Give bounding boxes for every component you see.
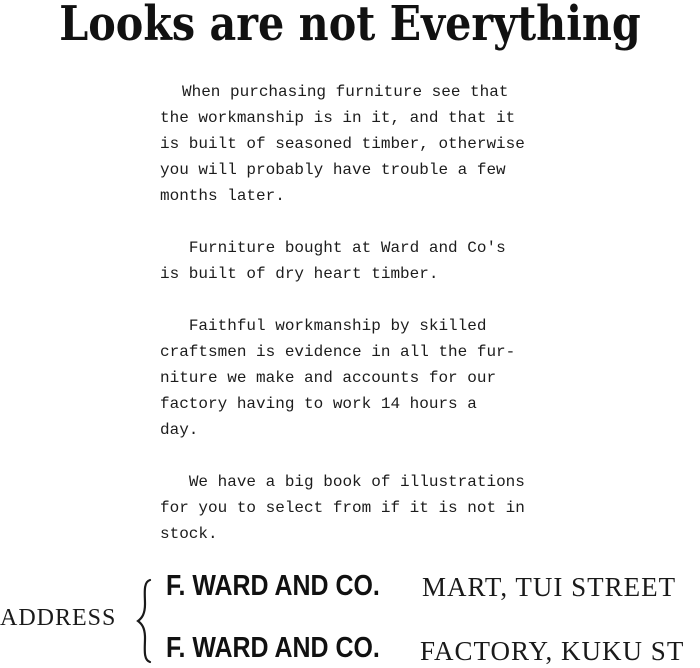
paragraph-workmanship: When purchasing furniture see that the workmanship is in it, and that it is built of seasoned timber, otherwise you will probably have trouble a few months later. bbox=[160, 83, 525, 205]
address-line-mart bbox=[166, 570, 677, 603]
company-name: F. WARD AND CO. bbox=[166, 632, 380, 664]
paragraph-catalogue: We have a big book of illustrations for you to select from if it is not in stock. bbox=[160, 473, 525, 543]
address-place: MART, TUI STREET bbox=[422, 572, 677, 602]
headline: Looks are not Everything bbox=[59, 0, 641, 52]
address-line-factory bbox=[166, 632, 685, 666]
brace-icon bbox=[134, 578, 160, 664]
paragraph-dry-timber: Furniture bought at Ward and Co's is built of dry heart timber. bbox=[160, 239, 506, 283]
company-name: F. WARD AND CO. bbox=[166, 570, 380, 602]
body-copy bbox=[160, 79, 560, 547]
address-place: FACTORY, KUKU ST bbox=[420, 636, 685, 666]
address-label: ADDRESS bbox=[0, 605, 117, 631]
paragraph-craftsmen: Faithful workmanship by skilled craftsmen is evidence in all the fur- niture we make and accounts for our factory having to work 14 hours a day. bbox=[160, 317, 516, 439]
